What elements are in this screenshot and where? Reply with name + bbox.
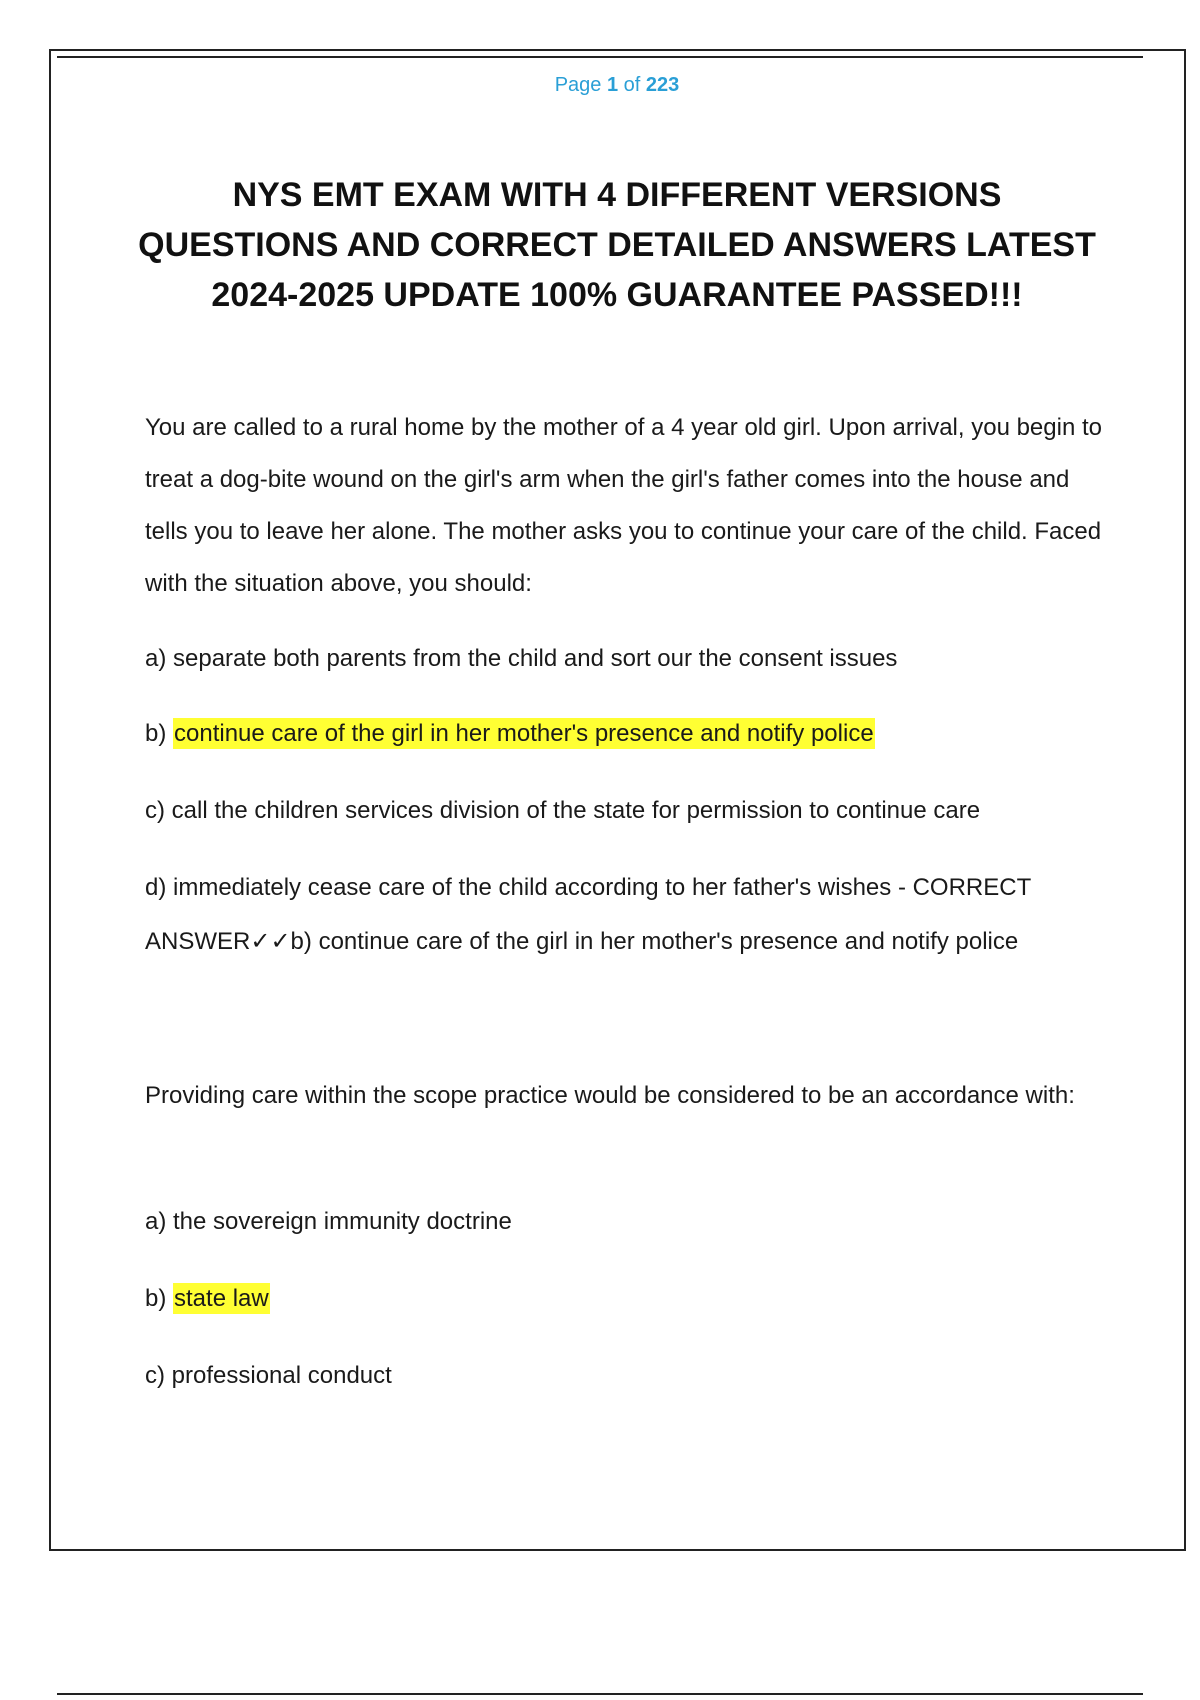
- page-total: 223: [645, 74, 680, 96]
- option-prefix: a): [145, 645, 174, 672]
- question-1-option-a: [145, 642, 1105, 676]
- question-1-option-d: d) immediately cease care of the child according to her father's wishes - CORRECT: [145, 874, 1032, 901]
- title-line-1: NYS EMT EXAM WITH 4 DIFFERENT VERSIONS: [232, 176, 1002, 214]
- question-2-option-c: [145, 1359, 1105, 1393]
- document-title: [100, 170, 1134, 320]
- option-prefix: b): [145, 720, 174, 747]
- option-text: separate both parents from the child and sort our the consent issues: [173, 645, 898, 672]
- page-current: 1: [606, 74, 619, 96]
- question-1-correct-answer: ANSWER✓✓b) continue care of the girl in her mother's presence and notify police: [145, 928, 1019, 955]
- header-rule: [57, 56, 1143, 58]
- question-1-option-b: [145, 717, 1105, 751]
- option-text: the sovereign immunity doctrine: [173, 1208, 512, 1235]
- option-prefix: b): [145, 1285, 174, 1312]
- question-1-stem: You are called to a rural home by the mother of a 4 year old girl. Upon arrival, you begin to treat a dog-bite wound on the girl's arm when the girl's father comes into the house and tells you to leave her alone. The mother asks you to continue your care of the child. Faced with the situation above, you should:: [145, 414, 1102, 597]
- page-prefix: Page: [554, 74, 602, 96]
- option-text: call the children services division of the state for permission to continue care: [171, 797, 981, 824]
- title-line-2: QUESTIONS AND CORRECT DETAILED ANSWERS LATEST: [138, 226, 1096, 264]
- highlighted-answer: continue care of the girl in her mother's presence and notify police: [174, 720, 874, 747]
- highlighted-answer: state law: [174, 1285, 269, 1312]
- option-prefix: c): [145, 1362, 172, 1389]
- option-prefix: c): [145, 797, 172, 824]
- question-2-option-a: [145, 1205, 1105, 1239]
- question-2-option-b: [145, 1282, 1105, 1316]
- page-of: of: [623, 74, 641, 96]
- option-text: professional conduct: [171, 1362, 392, 1389]
- option-prefix: a): [145, 1208, 174, 1235]
- question-2-stem: Providing care within the scope practice would be considered to be an accordance with:: [145, 1082, 1075, 1109]
- page-indicator: [0, 74, 1200, 97]
- title-line-3: 2024-2025 UPDATE 100% GUARANTEE PASSED!!!: [211, 276, 1023, 314]
- question-1-option-c: [145, 794, 1105, 828]
- footer-rule: [57, 1693, 1143, 1695]
